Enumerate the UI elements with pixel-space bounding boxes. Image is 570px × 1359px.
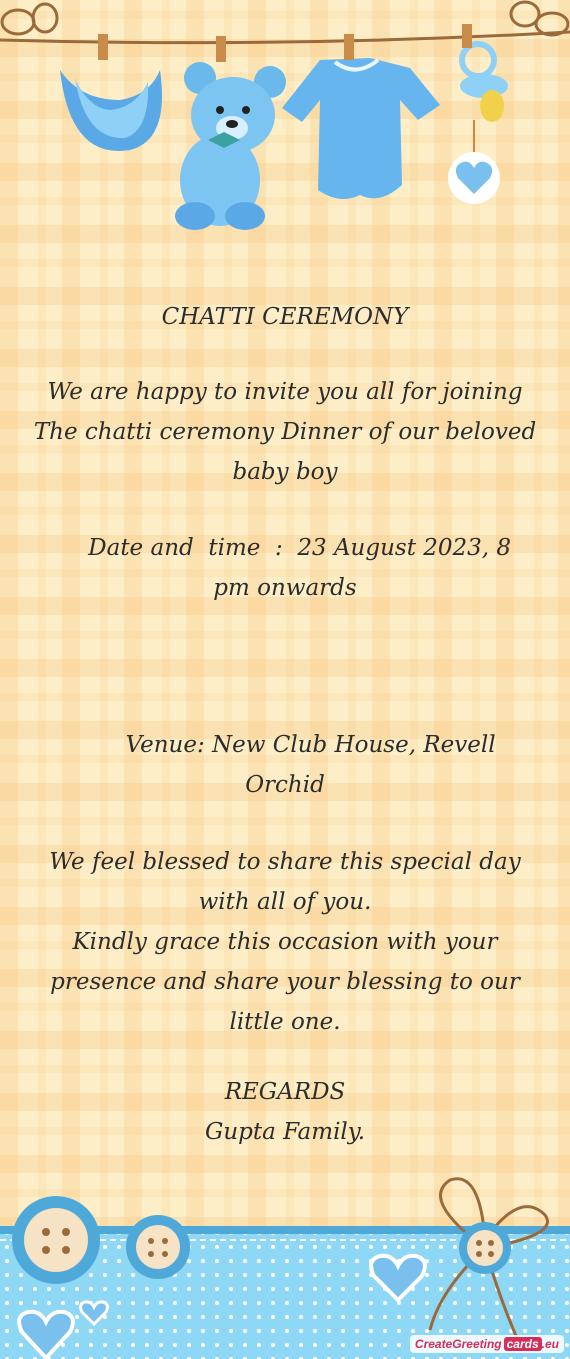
invite-line: The chatti ceremony Dinner of our beloved: [33, 419, 537, 445]
venue-line: Venue: New Club House, Revell: [74, 732, 496, 758]
signature: Gupta Family.: [204, 1119, 366, 1145]
invite-line: We are happy to invite you all for joining: [47, 379, 523, 405]
blessing-line: presence and share your blessing to our: [50, 969, 520, 995]
clothesline-illustration: [0, 0, 570, 245]
regards-label: REGARDS: [224, 1079, 346, 1105]
invite-line: baby boy: [232, 459, 338, 485]
rope-bow-left-icon: [2, 4, 57, 34]
venue-line: Orchid: [245, 772, 325, 798]
sewing-button-icon: [126, 1215, 190, 1279]
regards-section: [0, 1072, 570, 1152]
blessing-message: [0, 842, 570, 1042]
brand-tld: .eu: [541, 1337, 559, 1351]
title-text: CHATTI CEREMONY: [161, 304, 409, 330]
brand-suffix: cards: [504, 1337, 542, 1351]
baby-onesie-icon: [282, 34, 440, 199]
sewing-button-icon: [12, 1196, 100, 1284]
blessing-line: with all of you.: [198, 889, 372, 915]
date-time-info: [0, 528, 570, 608]
heart-ornament-icon: [448, 120, 500, 204]
pacifier-icon: [460, 24, 508, 122]
invitation-message: [0, 372, 570, 492]
baby-bib-icon: [60, 34, 162, 151]
rope-bow-right-icon: [511, 2, 568, 35]
venue-info: [0, 725, 570, 805]
datetime-line: pm onwards: [213, 575, 357, 601]
datetime-line: Date and time : 23 August 2023, 8: [58, 535, 512, 561]
blessing-line: We feel blessed to share this special day: [49, 849, 521, 875]
brand-name: CreateGreeting: [414, 1337, 502, 1351]
ceremony-title: [0, 297, 570, 337]
bottom-border-illustration: [0, 1170, 570, 1359]
teddy-bear-icon: [175, 36, 286, 230]
brand-watermark[interactable]: [410, 1335, 564, 1353]
blessing-line: little one.: [229, 1009, 341, 1035]
blessing-line: Kindly grace this occasion with your: [72, 929, 498, 955]
